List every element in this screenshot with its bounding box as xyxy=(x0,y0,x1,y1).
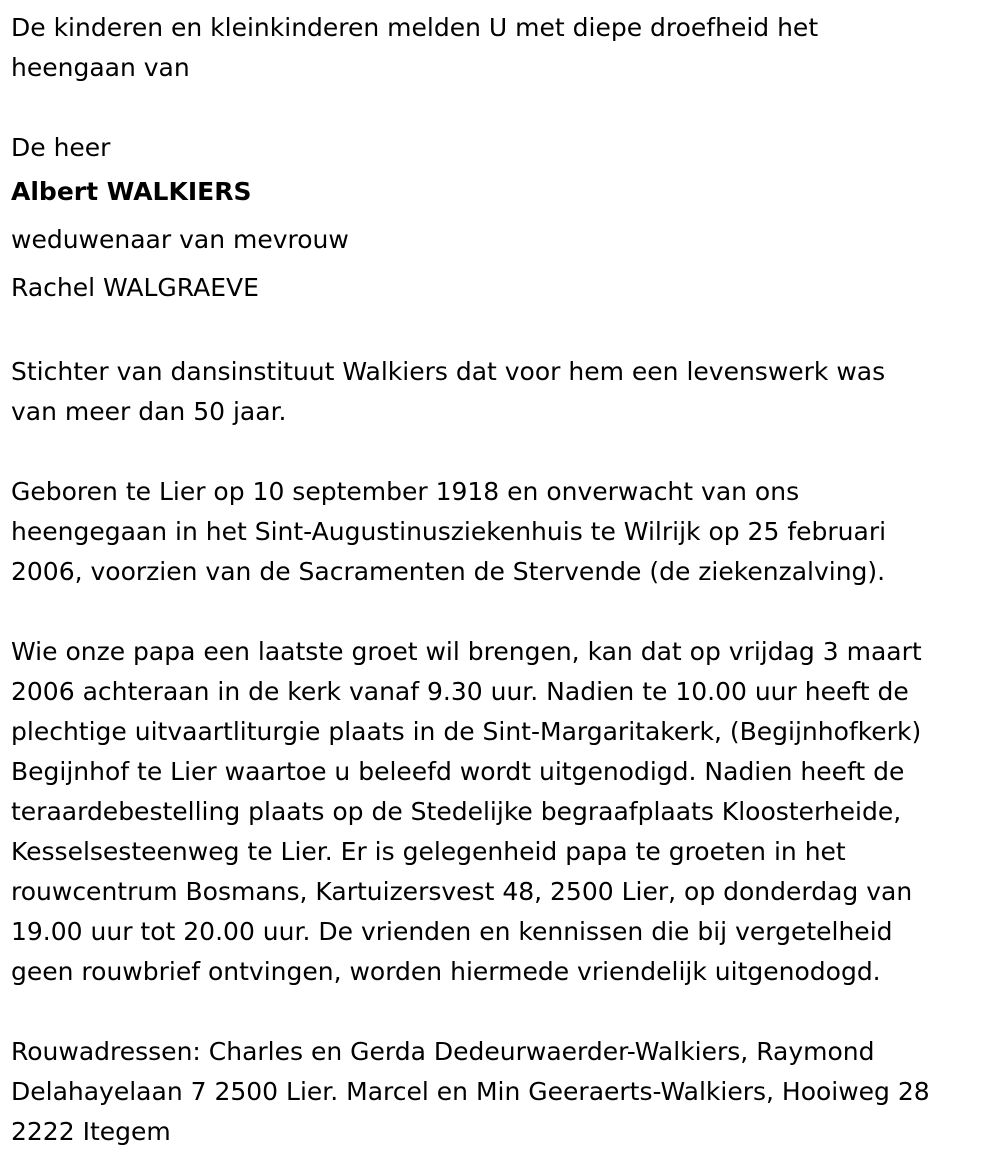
spouse-name: Rachel WALGRAEVE xyxy=(11,273,259,302)
paragraph-spacer xyxy=(11,432,990,472)
mourning-addresses: Rouwadressen: Charles en Gerda Dedeurwaerder-Walkiers, Raymond Delahayelaan 7 2500 Lier. Marcel en Min Geeraerts-Walkiers, Hooiweg 28 2222 Itegem xyxy=(11,1037,930,1146)
deceased-name: Albert WALKIERS xyxy=(11,177,252,206)
biography-paragraph: Stichter van dansinstituut Walkiers dat voor hem een levenswerk was van meer dan 50 jaar. xyxy=(11,357,886,426)
salutation: De heer xyxy=(11,133,111,162)
intro-paragraph: De kinderen en kleinkinderen melden U met diepe droefheid het heengaan van xyxy=(11,13,819,82)
paragraph-spacer xyxy=(11,592,990,632)
relation-text: weduwenaar van mevrouw xyxy=(11,225,349,254)
birth-death-paragraph: Geboren te Lier op 10 september 1918 en onverwacht van ons heengegaan in het Sint-Augustinusziekenhuis te Wilrijk op 25 februari 2006, voorzien van de Sacramenten de Stervende (de ziekenzalving). xyxy=(11,477,887,586)
paragraph-spacer xyxy=(11,88,990,128)
paragraph-spacer xyxy=(11,992,990,1032)
funeral-details-paragraph: Wie onze papa een laatste groet wil brengen, kan dat op vrijdag 3 maart 2006 achteraan in de kerk vanaf 9.30 uur. Nadien te 10.00 uur heeft de plechtige uitvaartliturgie plaats in de Sint-Margaritakerk, (Begijnhofkerk) Begijnhof te Lier waartoe u beleefd wordt uitgenodigd. Nadien heeft de teraardebestelling plaats op de Stedelijke begraafplaats Kloosterheide, Kesselsesteenweg te Lier. Er is gelegenheid papa te groeten in het rouwcentrum Bosmans, Kartuizersvest 48, 2500 Lier, op donderdag van 19.00 uur tot 20.00 uur. De vrienden en kennissen die bij vergetelheid geen rouwbrief ontvingen, worden hiermede vriendelijk uitgenodogd. xyxy=(11,637,922,986)
paragraph-spacer xyxy=(11,312,990,352)
